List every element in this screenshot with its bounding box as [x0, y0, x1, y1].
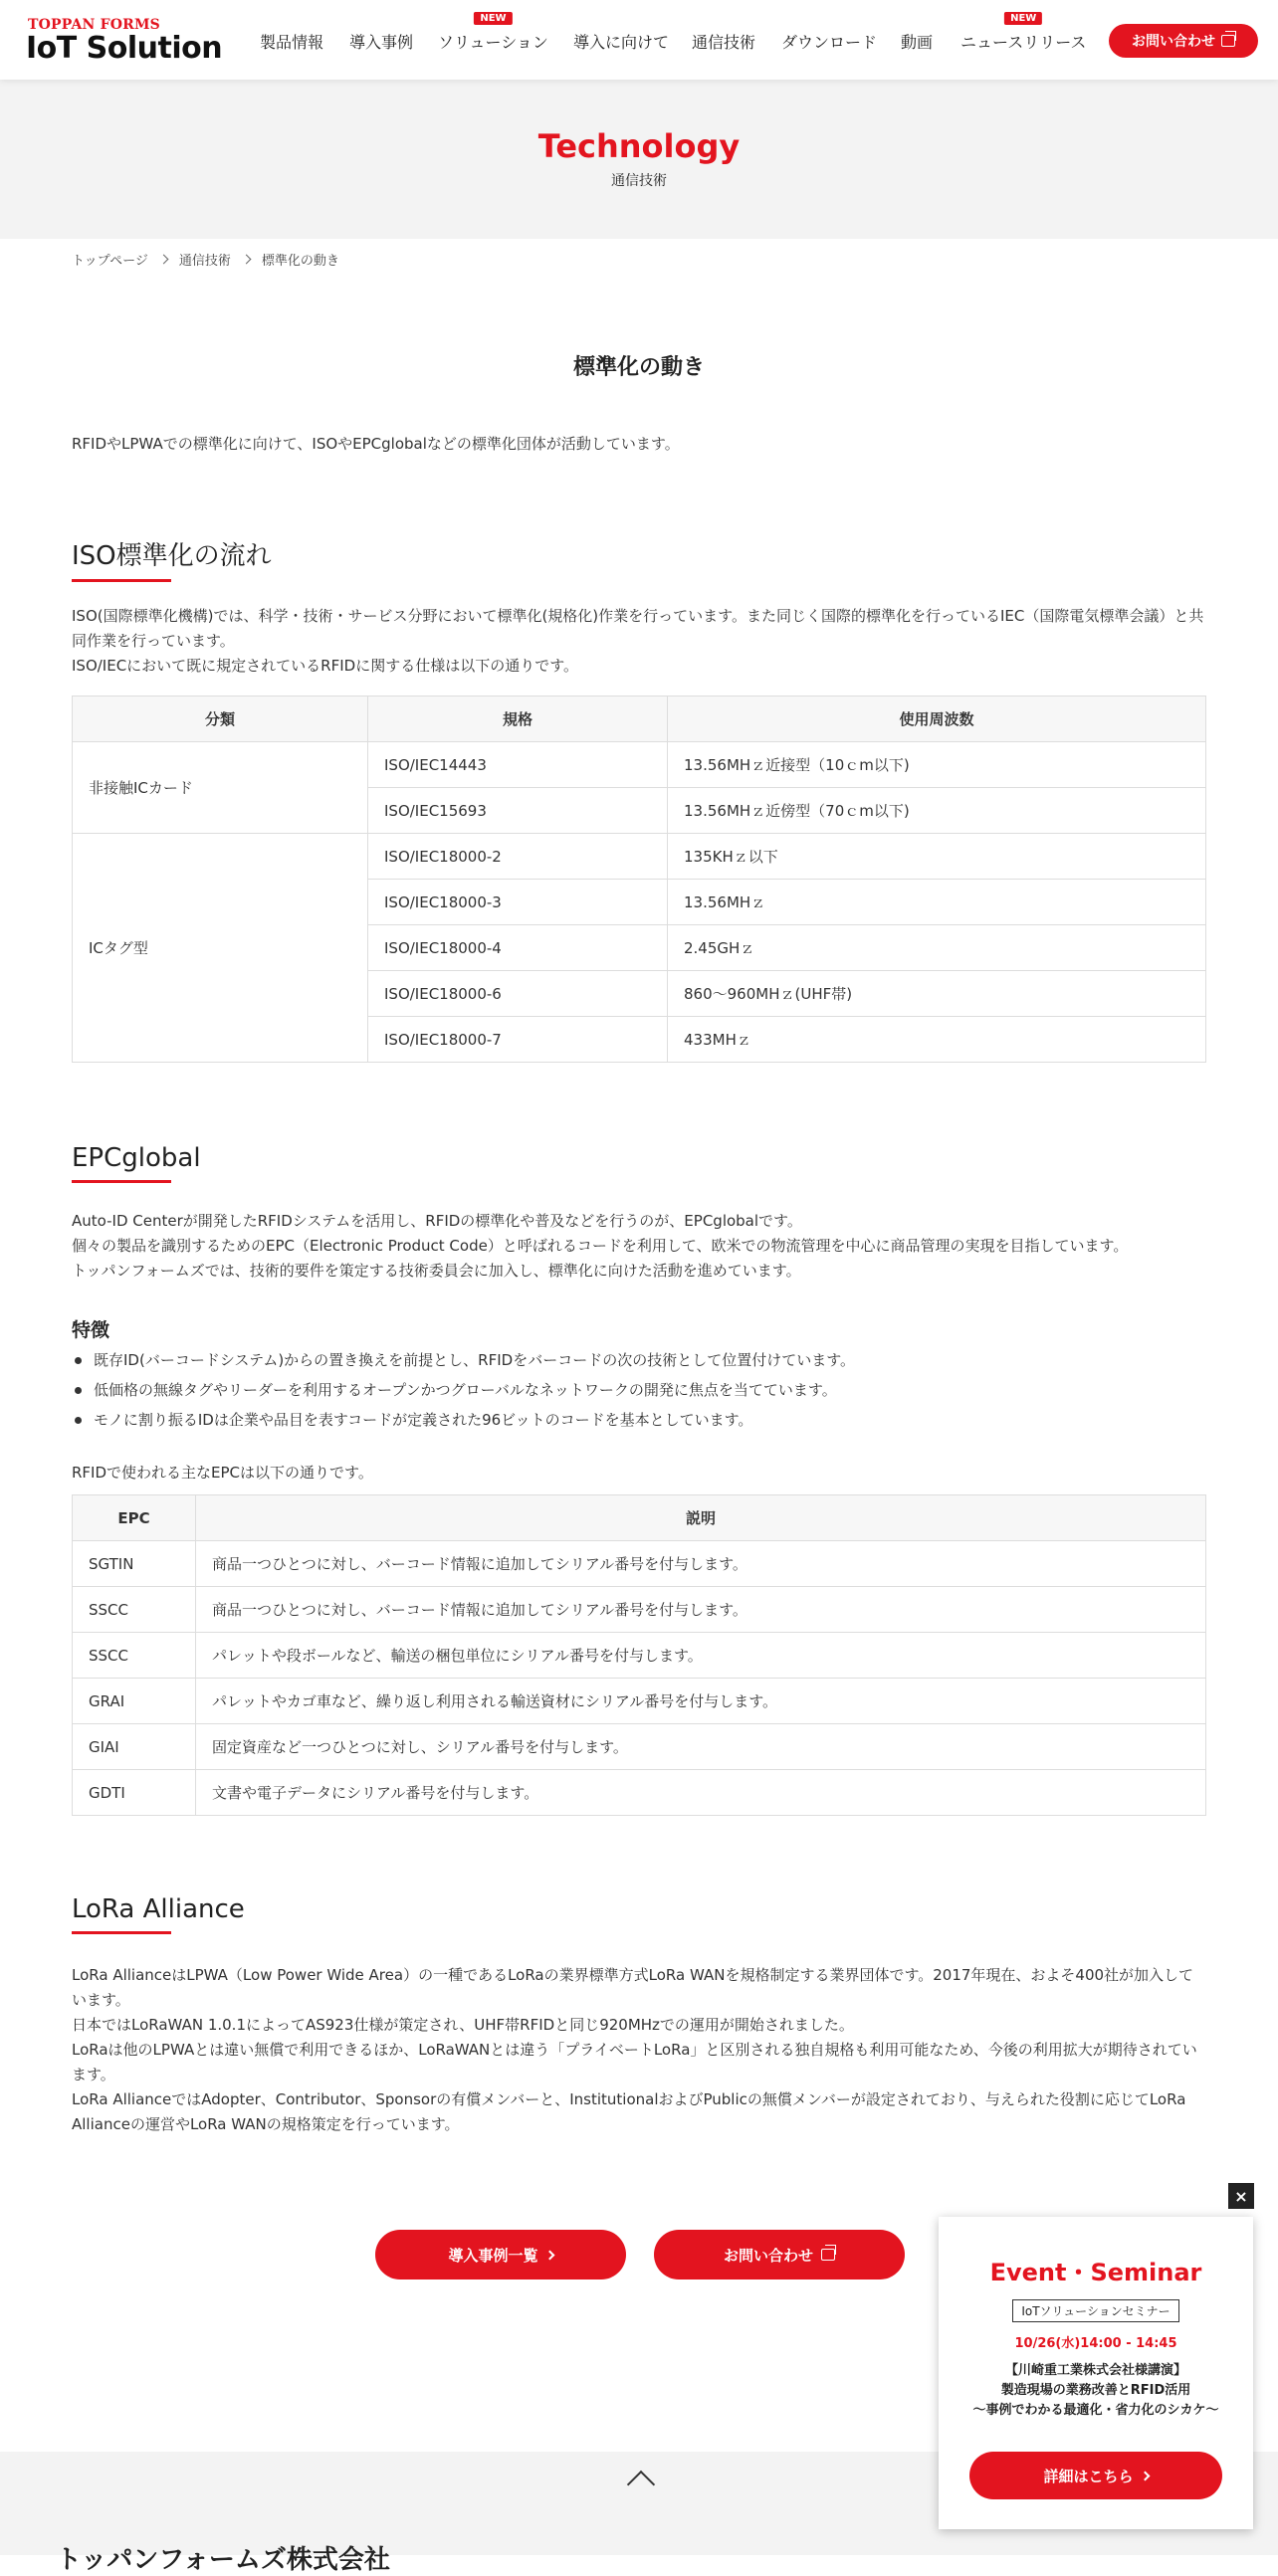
- chevron-right-icon: [1140, 2471, 1150, 2480]
- list-item: モノに割り振るIDは企業や品目を表すコードが定義された96ビットのコードを基本としています。: [72, 1405, 855, 1435]
- epc-code-cell: SSCC: [73, 1587, 196, 1633]
- nav-item-technology[interactable]: 通信技術: [692, 33, 756, 52]
- iso-standards-table: [72, 695, 1206, 1063]
- breadcrumb-home[interactable]: トップページ: [72, 254, 148, 269]
- nav-item-cases[interactable]: 導入事例: [349, 33, 414, 52]
- nav-item-products[interactable]: 製品情報: [260, 33, 324, 52]
- new-badge: NEW: [1004, 12, 1042, 25]
- standard-cell: ISO/IEC15693: [368, 788, 668, 834]
- table-row: [73, 1724, 1206, 1770]
- column-header: 説明: [196, 1495, 1206, 1541]
- hero-title: Technology: [537, 127, 741, 165]
- external-window-icon: [821, 2249, 835, 2261]
- contact-button-label: お問い合わせ: [723, 2246, 813, 2265]
- epc-desc-cell: 文書や電子データにシリアル番号を付与します。: [196, 1770, 1206, 1816]
- iso-paragraph-line: ISO(国際標準化機構)では、科学・技術・サービス分野において標準化(規格化)作業を行っています。また同じく国際的標準化を行っているIEC（国際電気標準会議）と共同作業を行っています。: [72, 607, 1204, 650]
- standard-cell: ISO/IEC18000-6: [368, 971, 668, 1017]
- hero-subtitle: 通信技術: [611, 173, 667, 189]
- category-cell: 非接触ICカード: [73, 742, 368, 834]
- lora-heading: LoRa Alliance: [72, 1894, 245, 1934]
- epc-paragraph: [72, 1209, 1206, 1284]
- epc-desc-cell: パレットや段ボールなど、輸送の梱包単位にシリアル番号を付与します。: [196, 1633, 1206, 1679]
- frequency-cell: 2.45GHｚ: [668, 925, 1206, 971]
- table-row: [73, 742, 1206, 788]
- epc-paragraph-line: トッパンフォームズでは、技術的要件を策定する技術委員会に加入し、標準化に向けた活動を進めています。: [72, 1262, 801, 1280]
- brand-company-logo[interactable]: TOPPAN FORMS: [28, 17, 160, 33]
- page-title: 標準化の動き: [572, 355, 705, 380]
- epc-desc-cell: 商品一つひとつに対し、バーコード情報に追加してシリアル番号を付与します。: [196, 1541, 1206, 1587]
- footer-company-name: トッパンフォームズ株式会社: [56, 2545, 390, 2575]
- epc-code-cell: GIAI: [73, 1724, 196, 1770]
- features-heading: 特徴: [72, 1319, 110, 1341]
- intro-text: RFIDやLPWAでの標準化に向けて、ISOやEPCglobalなどの標準化団体が活動しています。: [72, 435, 680, 453]
- epc-code-cell: SSCC: [73, 1633, 196, 1679]
- event-popup: [939, 2217, 1253, 2529]
- lora-paragraph: [72, 1963, 1206, 2137]
- frequency-cell: 433MHｚ: [668, 1017, 1206, 1063]
- nav-item-introduction[interactable]: 導入に向けて: [573, 33, 670, 52]
- popup-tag: IoTソリューションセミナー: [1012, 2299, 1178, 2322]
- site-header: [0, 0, 1278, 80]
- column-header: EPC: [73, 1495, 196, 1541]
- epc-table: [72, 1494, 1206, 1816]
- epc-code-cell: SGTIN: [73, 1541, 196, 1587]
- table-row: [73, 1770, 1206, 1816]
- list-item: 低価格の無線タグやリーダーを利用するオープンかつグローバルなネットワークの開発に焦点を当てています。: [72, 1375, 855, 1405]
- details-button-label: 詳細はこちら: [1043, 2467, 1134, 2485]
- epc-paragraph-line: 個々の製品を識別するためのEPC（Electronic Product Code）と呼ばれるコードを利用して、欧米での物流管理を中心に商品管理の実現を目指しています。: [72, 1237, 1129, 1255]
- nav-item-download[interactable]: ダウンロード: [781, 33, 878, 52]
- column-header: 規格: [368, 696, 668, 742]
- nav-item-solutions[interactable]: NEW ソリューション: [438, 13, 548, 52]
- epc-table-intro: RFIDで使われる主なEPCは以下の通りです。: [72, 1464, 373, 1482]
- frequency-cell: 135KHｚ以下: [668, 834, 1206, 880]
- chevron-right-icon: [241, 255, 251, 265]
- lora-paragraph-line: 日本ではLoRaWAN 1.0.1によってAS923仕様が策定され、UHF帯RFIDと同じ920MHzでの運用が開始されました。: [72, 2016, 854, 2034]
- epc-code-cell: GRAI: [73, 1679, 196, 1724]
- contact-button-label: お問い合わせ: [1132, 34, 1215, 50]
- frequency-cell: 13.56MHｚ: [668, 880, 1206, 925]
- contact-button[interactable]: [654, 2230, 905, 2279]
- table-header-row: [73, 1495, 1206, 1541]
- epc-heading: EPCglobal: [72, 1143, 201, 1183]
- epc-paragraph-line: Auto-ID Centerが開発したRFIDシステムを活用し、RFIDの標準化や普及などを行うのが、EPCglobalです。: [72, 1212, 802, 1230]
- chevron-right-icon: [544, 2250, 554, 2260]
- standard-cell: ISO/IEC18000-4: [368, 925, 668, 971]
- breadcrumb: [72, 250, 339, 269]
- iso-paragraph-line: ISO/IECにおいて既に規定されているRFIDに関する仕様は以下の通りです。: [72, 657, 579, 675]
- popup-close-button[interactable]: ×: [1228, 2183, 1254, 2209]
- external-window-icon: [1221, 35, 1235, 47]
- frequency-cell: 860〜960MHｚ(UHF帯): [668, 971, 1206, 1017]
- standard-cell: ISO/IEC18000-7: [368, 1017, 668, 1063]
- nav-item-news[interactable]: NEW ニュースリリース: [960, 13, 1087, 52]
- cases-button-label: 導入事例一覧: [448, 2246, 538, 2265]
- popup-title: Event・Seminar: [989, 2259, 1202, 2286]
- header-contact-button[interactable]: [1109, 24, 1258, 58]
- iso-paragraph: [72, 604, 1206, 679]
- table-header-row: [73, 696, 1206, 742]
- frequency-cell: 13.56MHｚ近傍型（70ｃm以下): [668, 788, 1206, 834]
- lora-paragraph-line: LoRa AllianceはLPWA（Low Power Wide Area）の一種であるLoRaの業界標準方式LoRa WANを規格制定する業界団体です。2017年現在、およそ400社が加入しています。: [72, 1966, 1194, 2009]
- epc-code-cell: GDTI: [73, 1770, 196, 1816]
- table-row: [73, 1541, 1206, 1587]
- lora-paragraph-line: LoRa AllianceではAdopter、Contributor、Sponsorの有償メンバーと、InstitutionalおよびPublicの無償メンバーが設定されており、与えられた役割に応じてLoRa Allianceの運営やLoRa WANの規格策定を行っています。: [72, 2090, 1186, 2133]
- epc-desc-cell: 商品一つひとつに対し、バーコード情報に追加してシリアル番号を付与します。: [196, 1587, 1206, 1633]
- standard-cell: ISO/IEC18000-2: [368, 834, 668, 880]
- column-header: 分類: [73, 696, 368, 742]
- table-row: [73, 1587, 1206, 1633]
- brand-product-logo[interactable]: IoT Solution: [26, 31, 223, 66]
- breadcrumb-current: 標準化の動き: [261, 254, 339, 269]
- epc-desc-cell: パレットやカゴ車など、繰り返し利用される輸送資材にシリアル番号を付与します。: [196, 1679, 1206, 1724]
- table-row: [73, 1679, 1206, 1724]
- cases-list-button[interactable]: [375, 2230, 626, 2279]
- popup-details-button[interactable]: [969, 2452, 1222, 2499]
- standard-cell: ISO/IEC18000-3: [368, 880, 668, 925]
- nav-item-video[interactable]: 動画: [901, 33, 934, 52]
- popup-description: 【川崎重工業株式会社様講演】 製造現場の業務改善とRFID活用 〜事例でわかる最適化・省力化のシカケ〜: [972, 2363, 1219, 2418]
- frequency-cell: 13.56MHｚ近接型（10ｃm以下): [668, 742, 1206, 788]
- iso-heading: ISO標準化の流れ: [72, 535, 272, 582]
- list-item: 既存ID(バーコードシステム)からの置き換えを前提とし、RFIDをバーコードの次の技術として位置付けています。: [72, 1345, 855, 1375]
- hero-banner: [0, 80, 1278, 239]
- features-list: [72, 1345, 855, 1435]
- table-row: [73, 834, 1206, 880]
- new-badge: NEW: [474, 12, 512, 25]
- epc-desc-cell: 固定資産など一つひとつに対し、シリアル番号を付与します。: [196, 1724, 1206, 1770]
- standard-cell: ISO/IEC14443: [368, 742, 668, 788]
- column-header: 使用周波数: [668, 696, 1206, 742]
- lora-paragraph-line: LoRaは他のLPWAとは違い無償で利用できるほか、LoRaWANとは違う「プライベートLoRa」と区別される独自規格も利用可能なため、今後の利用拡大が期待されています。: [72, 2041, 1197, 2083]
- breadcrumb-technology[interactable]: 通信技術: [178, 254, 231, 269]
- table-row: [73, 1633, 1206, 1679]
- chevron-right-icon: [158, 255, 168, 265]
- category-cell: ICタグ型: [73, 834, 368, 1063]
- popup-date: 10/26(水)14:00 - 14:45: [1014, 2336, 1177, 2351]
